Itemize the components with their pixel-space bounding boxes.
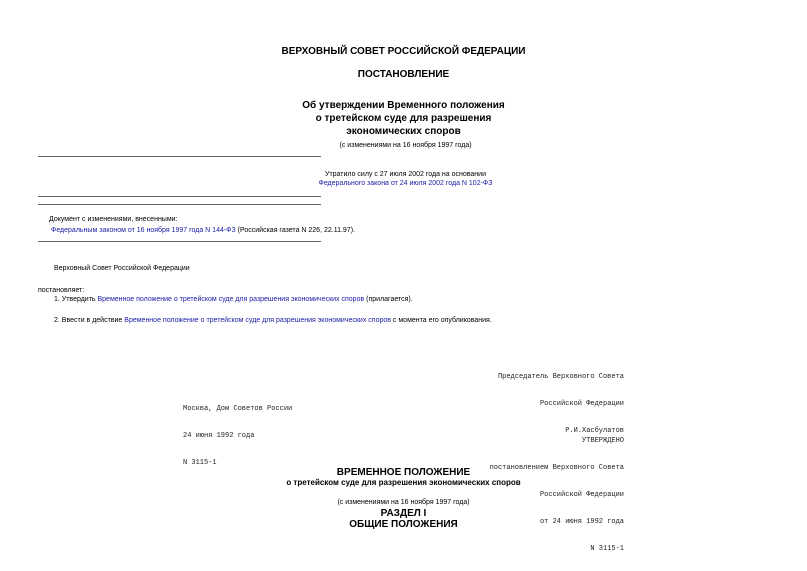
document-type: ПОСТАНОВЛЕНИЕ	[357, 69, 450, 80]
amended-by-intro: Документ с изменениями, внесенными:	[49, 216, 178, 223]
item-prefix: 2. Ввести в действие	[54, 317, 125, 324]
issuer-line: Верховный Совет Российской Федерации	[54, 265, 190, 272]
section-title: ОБЩИЕ ПОЛОЖЕНИЯ	[349, 519, 458, 530]
amending-law-source: (Российская газета N 226, 22.11.97).	[235, 227, 355, 234]
title-line: экономических споров	[346, 126, 461, 137]
number-line: N 3115-1	[183, 459, 217, 467]
item-suffix: с момента его опубликования.	[390, 317, 492, 324]
resolves-line: постановляет:	[38, 287, 85, 294]
regulation-link[interactable]: Временное положение о третейском суде для разрешения экономических споров	[97, 296, 365, 303]
regulation-link[interactable]: Временное положение о третейском суде для разрешения экономических споров	[124, 317, 391, 324]
divider	[38, 196, 321, 197]
amendments-note: (с изменениями на 16 ноября 1997 года)	[339, 142, 472, 149]
amended-by-line	[51, 226, 355, 235]
document-title	[0, 99, 807, 138]
regulation-title: ВРЕМЕННОЕ ПОЛОЖЕНИЕ	[336, 467, 471, 478]
divider	[38, 241, 321, 242]
regulation-amendments-note: (с изменениями на 16 ноября 1997 года)	[337, 499, 470, 506]
repeal-notice	[262, 170, 549, 188]
divider	[38, 156, 321, 157]
signature-line: Российской Федерации	[539, 400, 624, 408]
approval-line: N 3115-1	[590, 545, 624, 553]
place-line: Москва, Дом Советов России	[183, 405, 293, 413]
divider	[38, 204, 321, 205]
amending-law-link[interactable]: Федеральным законом от 16 ноября 1997 года N 144-ФЗ	[51, 227, 236, 234]
repeal-law-link[interactable]: Федерального закона от 24 июля 2002 года N 102-ФЗ	[318, 180, 493, 187]
approval-line: постановлением Верховного Совета	[489, 464, 624, 472]
regulation-subtitle: о третейском суде для разрешения экономических споров	[286, 478, 521, 487]
approval-line: УТВЕРЖДЕНО	[581, 437, 624, 445]
repeal-text: Утратило силу с 27 июля 2002 года на основании	[325, 171, 486, 178]
title-line: о третейском суде для разрешения	[315, 113, 492, 124]
item-prefix: 1. Утвердить	[54, 296, 98, 303]
section-number: РАЗДЕЛ I	[380, 508, 427, 519]
date-line: 24 июня 1992 года	[183, 432, 255, 440]
approval-line: от 24 июня 1992 года	[539, 518, 624, 526]
title-line: Об утверждении Временного положения	[302, 100, 505, 111]
signature-line: Р.И.Хасбулатов	[565, 427, 624, 435]
approval-block	[490, 419, 624, 563]
signature-line: Председатель Верховного Совета	[497, 373, 624, 381]
resolution-item-2	[54, 316, 492, 325]
issuing-authority: ВЕРХОВНЫЙ СОВЕТ РОССИЙСКОЙ ФЕДЕРАЦИИ	[281, 46, 526, 57]
item-suffix: (прилагается).	[364, 296, 413, 303]
resolution-item-1	[54, 295, 413, 304]
approval-line: Российской Федерации	[539, 491, 624, 499]
place-date-block	[183, 387, 292, 477]
